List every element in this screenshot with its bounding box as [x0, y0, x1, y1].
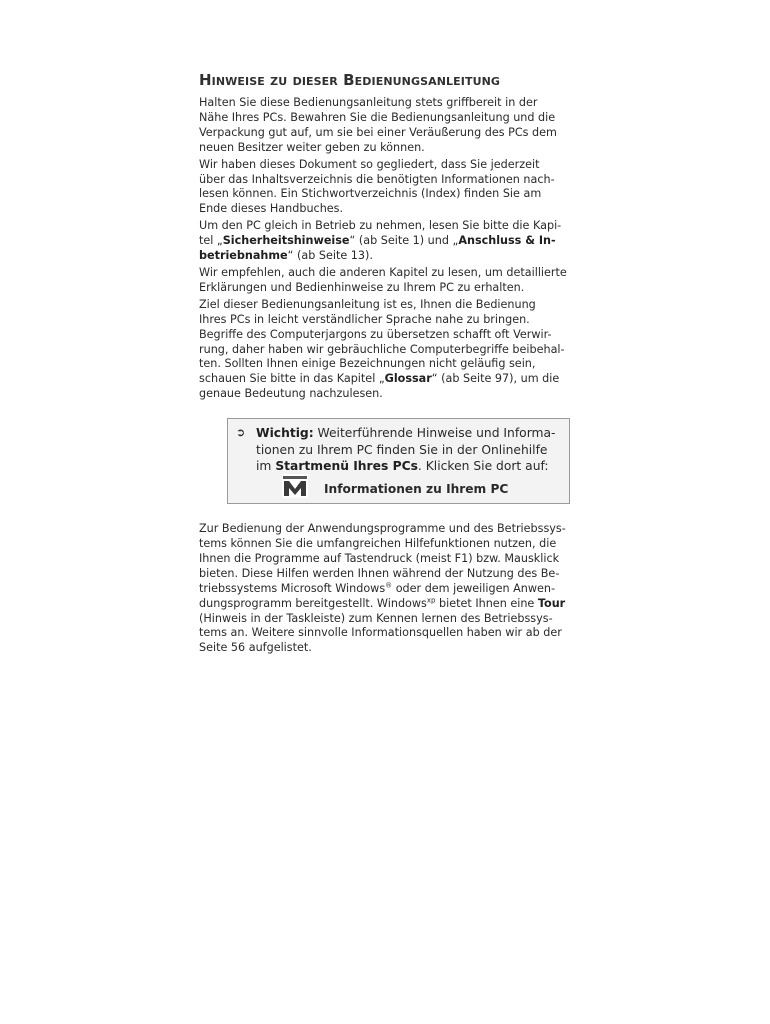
- chapter-ref-safety: Sicherheitshinweise: [222, 234, 350, 248]
- arrow-bullet-icon: ➲: [236, 426, 246, 440]
- text-fragment: schauen Sie bitte in das Kapitel „: [199, 372, 385, 386]
- text-fragment: “ (ab Seite 13).: [287, 249, 373, 263]
- text-line: Ihnen die Programme auf Tastendruck (meist F1) bzw. Mausklick: [199, 551, 560, 565]
- chapter-ref-setup: Anschluss & In-: [458, 234, 556, 248]
- start-menu-ref: Startmenü Ihres PCs: [275, 459, 418, 474]
- text-line: neuen Besitzer weiter geben zu können.: [199, 140, 425, 154]
- text-line: rung, daher haben wir gebräuchliche Computerbegriffe beibehal-: [199, 342, 565, 356]
- text-line: Ihres PCs in leicht verständlicher Sprache nahe zu bringen.: [199, 312, 530, 326]
- text-fragment: . Klicken Sie dort auf:: [417, 459, 549, 474]
- paragraph-keep-manual: [199, 96, 603, 156]
- paragraph-structure: [199, 158, 603, 218]
- text-fragment: Weiterführende Hinweise und Informa-: [313, 426, 556, 441]
- text-line: tems an. Weitere sinnvolle Informationsquellen haben wir ab der: [199, 626, 562, 640]
- tour-ref: Tour: [537, 596, 566, 610]
- text-fragment: im: [256, 459, 276, 474]
- text-line: Ende dieses Handbuches.: [199, 202, 344, 216]
- text-line: Wir haben dieses Dokument so gegliedert, dass Sie jederzeit: [199, 157, 540, 171]
- important-note-box: [227, 418, 570, 504]
- text-line: Seite 56 aufgelistet.: [199, 641, 312, 655]
- text-line: [199, 597, 603, 612]
- text-fragment: “ (ab Seite 1) und „: [349, 234, 459, 248]
- paragraph-help: [199, 522, 603, 656]
- text-fragment: tel „: [199, 234, 223, 248]
- paragraph-getting-started: [199, 219, 603, 264]
- medion-logo-icon: [282, 474, 308, 498]
- online-help-entry: Informationen zu Ihrem PC: [324, 482, 509, 497]
- note-label: Wichtig:: [256, 426, 314, 441]
- text-line: [199, 582, 603, 597]
- text-line: ten. Sollten Ihnen einige Bezeichnungen nicht geläufig sein,: [199, 357, 536, 371]
- text-fragment: dungsprogramm bereitgestellt. Windows: [199, 596, 427, 610]
- text-line: Halten Sie diese Bedienungsanleitung stets griffbereit in der: [199, 96, 538, 109]
- text-line: [199, 249, 603, 264]
- text-fragment: bietet Ihnen eine: [435, 596, 538, 610]
- text-fragment: “ (ab Seite 97), um die: [431, 372, 560, 386]
- chapter-ref-glossary: Glossar: [384, 372, 432, 386]
- text-line: Erklärungen und Bedienhinweise zu Ihrem PC zu erhalten.: [199, 280, 525, 294]
- text-line: Zur Bedienung der Anwendungsprogramme und des Betriebssys-: [199, 522, 566, 536]
- paragraph-recommend: [199, 266, 603, 296]
- text-line: tems können Sie die umfangreichen Hilfefunktionen nutzen, die: [199, 537, 557, 551]
- text-line: [256, 425, 556, 442]
- text-fragment: oder dem jeweiligen Anwen-: [392, 581, 556, 595]
- paragraph-goal: [199, 298, 603, 402]
- section-heading: Hinweise zu dieser Bedienungsanleitung: [199, 71, 501, 89]
- text-line: bieten. Diese Hilfen werden Ihnen während der Nutzung des Be-: [199, 566, 560, 580]
- text-line: über das Inhaltsverzeichnis die benötigten Informationen nach-: [199, 172, 555, 186]
- note-text: [256, 425, 556, 475]
- chapter-ref-setup-cont: betriebnahme: [199, 249, 288, 263]
- xp-superscript: xp: [426, 595, 436, 604]
- text-line: Begriffe des Computerjargons zu übersetzen schafft oft Verwir-: [199, 327, 552, 341]
- text-line: Verpackung gut auf, um sie bei einer Veräußerung des PCs dem: [199, 125, 557, 139]
- text-line: genaue Bedeutung nachzulesen.: [199, 387, 383, 401]
- text-line: tionen zu Ihrem PC finden Sie in der Onlinehilfe: [256, 442, 548, 457]
- text-line: Wir empfehlen, auch die anderen Kapitel zu lesen, um detaillierte: [199, 265, 567, 279]
- text-line: Um den PC gleich in Betrieb zu nehmen, lesen Sie bitte die Kapi-: [199, 219, 562, 233]
- text-fragment: triebssystems Microsoft Windows: [199, 581, 386, 595]
- text-line: Nähe Ihres PCs. Bewahren Sie die Bedienungsanleitung und die: [199, 110, 556, 124]
- text-line: Ziel dieser Bedienungsanleitung ist es, Ihnen die Bedienung: [199, 297, 536, 311]
- registered-mark: ®: [385, 581, 393, 590]
- manual-page: [199, 70, 603, 658]
- text-line: lesen können. Ein Stichwortverzeichnis (Index) finden Sie am: [199, 187, 542, 201]
- text-line: [199, 234, 603, 249]
- text-line: [256, 458, 556, 475]
- text-line: [199, 372, 603, 387]
- text-line: (Hinweis in der Taskleiste) zum Kennen lernen des Betriebssys-: [199, 611, 553, 625]
